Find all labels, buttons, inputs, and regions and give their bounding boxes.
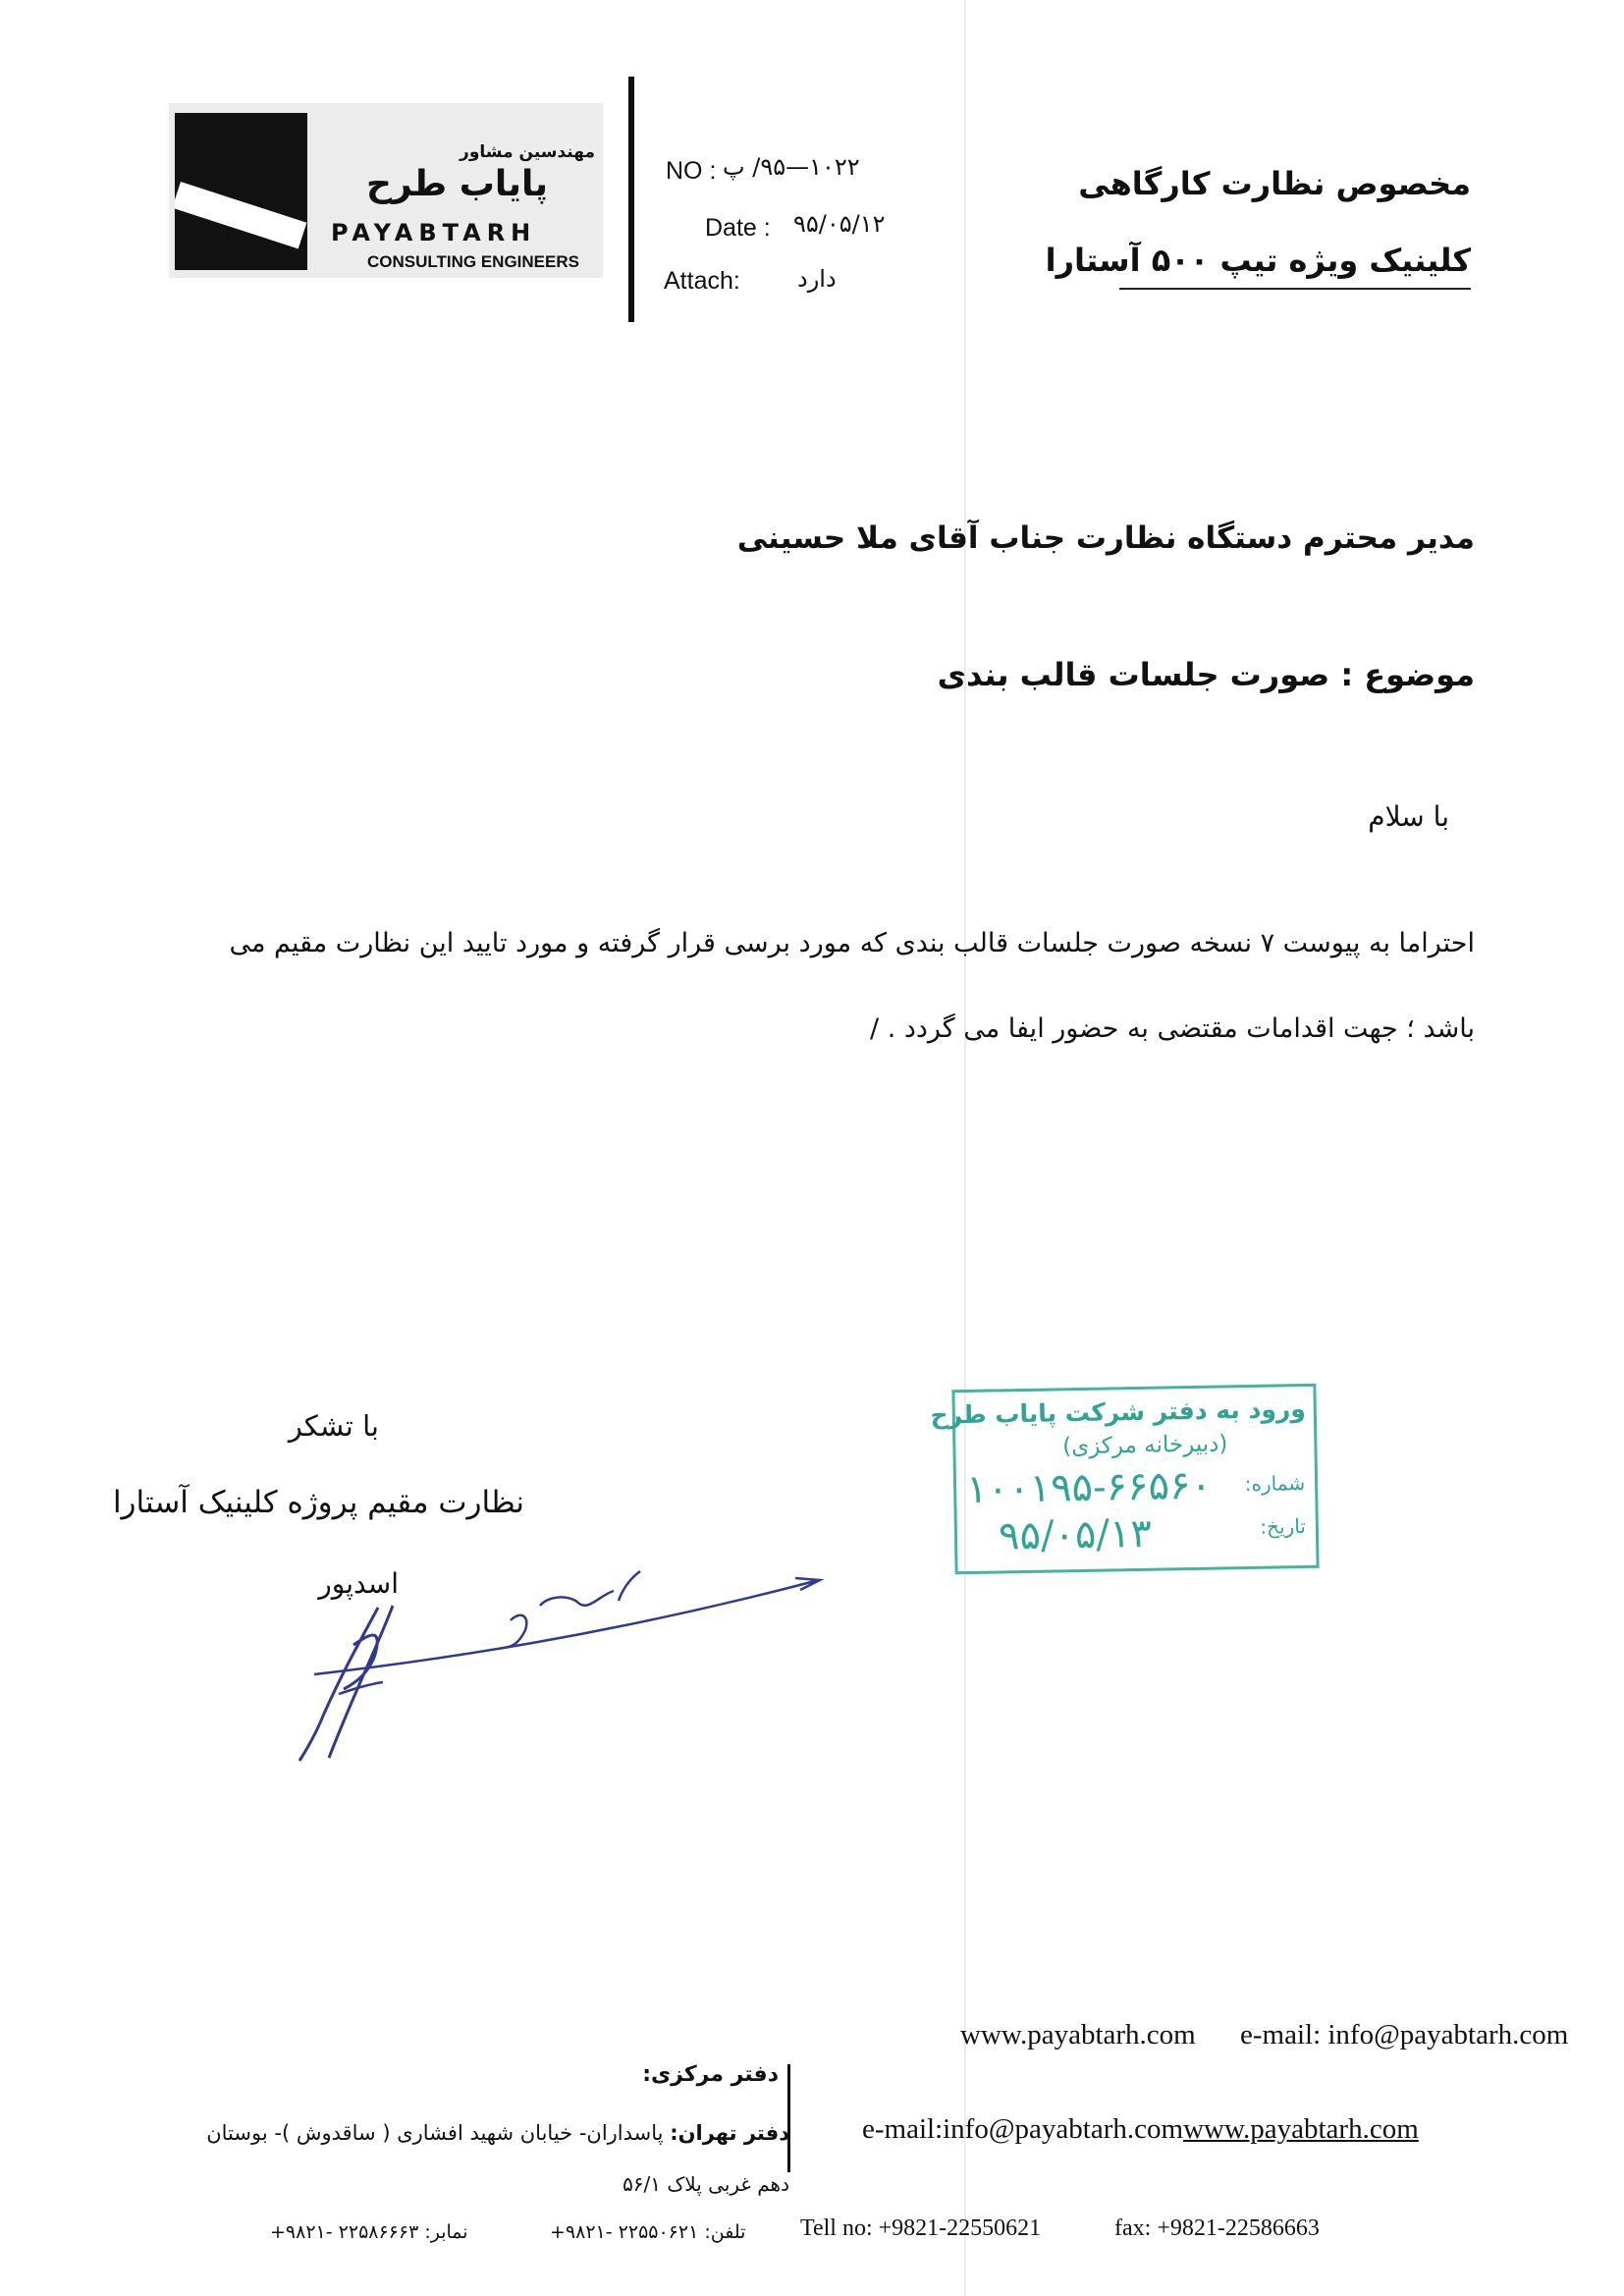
- ref-attach-value: دارد: [797, 265, 837, 293]
- footer-fax: fax: +9821-22586663: [1114, 2215, 1320, 2241]
- footer-email-alt: e-mail:info@payabtarh.com: [862, 2113, 1184, 2145]
- logo-fa-name: پایاب طرح: [365, 164, 548, 204]
- footer-fax-fa: نمابر: ۲۲۵۸۶۶۶۳ -۹۸۲۱+: [270, 2221, 468, 2243]
- reception-stamp: [930, 1384, 1319, 1574]
- ref-attach-label: Attach:: [664, 267, 740, 295]
- logo-fa-subtitle: مهندسین مشاور: [460, 142, 595, 162]
- handwritten-signature: [285, 1566, 835, 1763]
- footer-address-line-2: دهم غربی پلاک ۵۶/۱: [623, 2172, 789, 2196]
- logo-mark-icon: [175, 113, 307, 270]
- company-logo: [169, 103, 603, 278]
- letter-addressee: مدیر محترم دستگاه نظارت جناب آقای ملا حسینی: [736, 520, 1475, 556]
- stamp-title: ورود به دفتر شرکت پایاب طرح: [930, 1394, 1307, 1430]
- footer-email: e-mail: info@payabtarh.com: [1240, 2019, 1569, 2050]
- footer-website-alt: www.payabtarh.com: [1183, 2113, 1419, 2145]
- letter-body-line-2: باشد ؛ جهت اقدامات مقتضی به حضور ایفا می گردد . /: [870, 1013, 1475, 1044]
- stamp-date-value: ۹۵/۰۵/۱۳: [998, 1510, 1153, 1559]
- letter-greeting: با سلام: [1368, 800, 1449, 833]
- ref-no-value: ۱۰۲۲—۹۵/ پ: [723, 153, 860, 181]
- stamp-subtitle: (دبیرخانه مرکزی): [1062, 1431, 1228, 1460]
- header-title: مخصوص نظارت کارگاهی: [1078, 165, 1471, 202]
- footer-address-label: دفتر تهران:: [670, 2121, 789, 2145]
- logo-en-subtitle: CONSULTING ENGINEERS: [367, 252, 579, 271]
- header-project: کلینیک ویژه تیپ ۵۰۰ آستارا: [1045, 242, 1471, 279]
- page-fold-line: [964, 0, 966, 2296]
- ref-date-value: ۹۵/۰۵/۱۲: [793, 210, 886, 238]
- footer-tel: Tell no: +9821-22550621: [800, 2215, 1042, 2241]
- ref-date-label: Date :: [705, 214, 771, 242]
- footer-contact-alt: [862, 2113, 1419, 2146]
- stamp-number-value: ۱۰۰۱۹۵-۶۶۵۶۰: [965, 1462, 1213, 1513]
- footer-address-text: پاسداران- خیابان شهید افشاری ( ساقدوش )- بوستان: [206, 2121, 664, 2145]
- footer-tel-fa: تلفن: ۲۲۵۵۰۶۲۱ -۹۸۲۱+: [550, 2221, 746, 2243]
- footer-divider: [787, 2064, 790, 2172]
- signatory-name: اسدپور: [318, 1567, 399, 1600]
- logo-en-name: PAYABTARH: [331, 219, 537, 246]
- ref-no-label: NO :: [666, 157, 717, 185]
- letter-subject: موضوع : صورت جلسات قالب بندی: [937, 656, 1475, 693]
- footer-address-line-1: [206, 2121, 789, 2145]
- letter-closing: با تشکر: [288, 1409, 379, 1443]
- header-underline: [1119, 288, 1471, 290]
- logo-divider: [628, 77, 634, 322]
- signatory-organization: نظارت مقیم پروژه کلینیک آستارا: [112, 1485, 524, 1520]
- stamp-date-label: تاریخ:: [1260, 1513, 1307, 1539]
- letter-body-line-1: احتراما به پیوست ۷ نسخه صورت جلسات قالب بندی که مورد برسی قرار گرفته و مورد تایید این نظارت مقیم می: [229, 928, 1475, 958]
- footer-central-office: دفتر مرکزی:: [642, 2062, 779, 2087]
- stamp-number-label: شماره:: [1244, 1470, 1306, 1497]
- footer-website: www.payabtarh.com: [960, 2019, 1196, 2050]
